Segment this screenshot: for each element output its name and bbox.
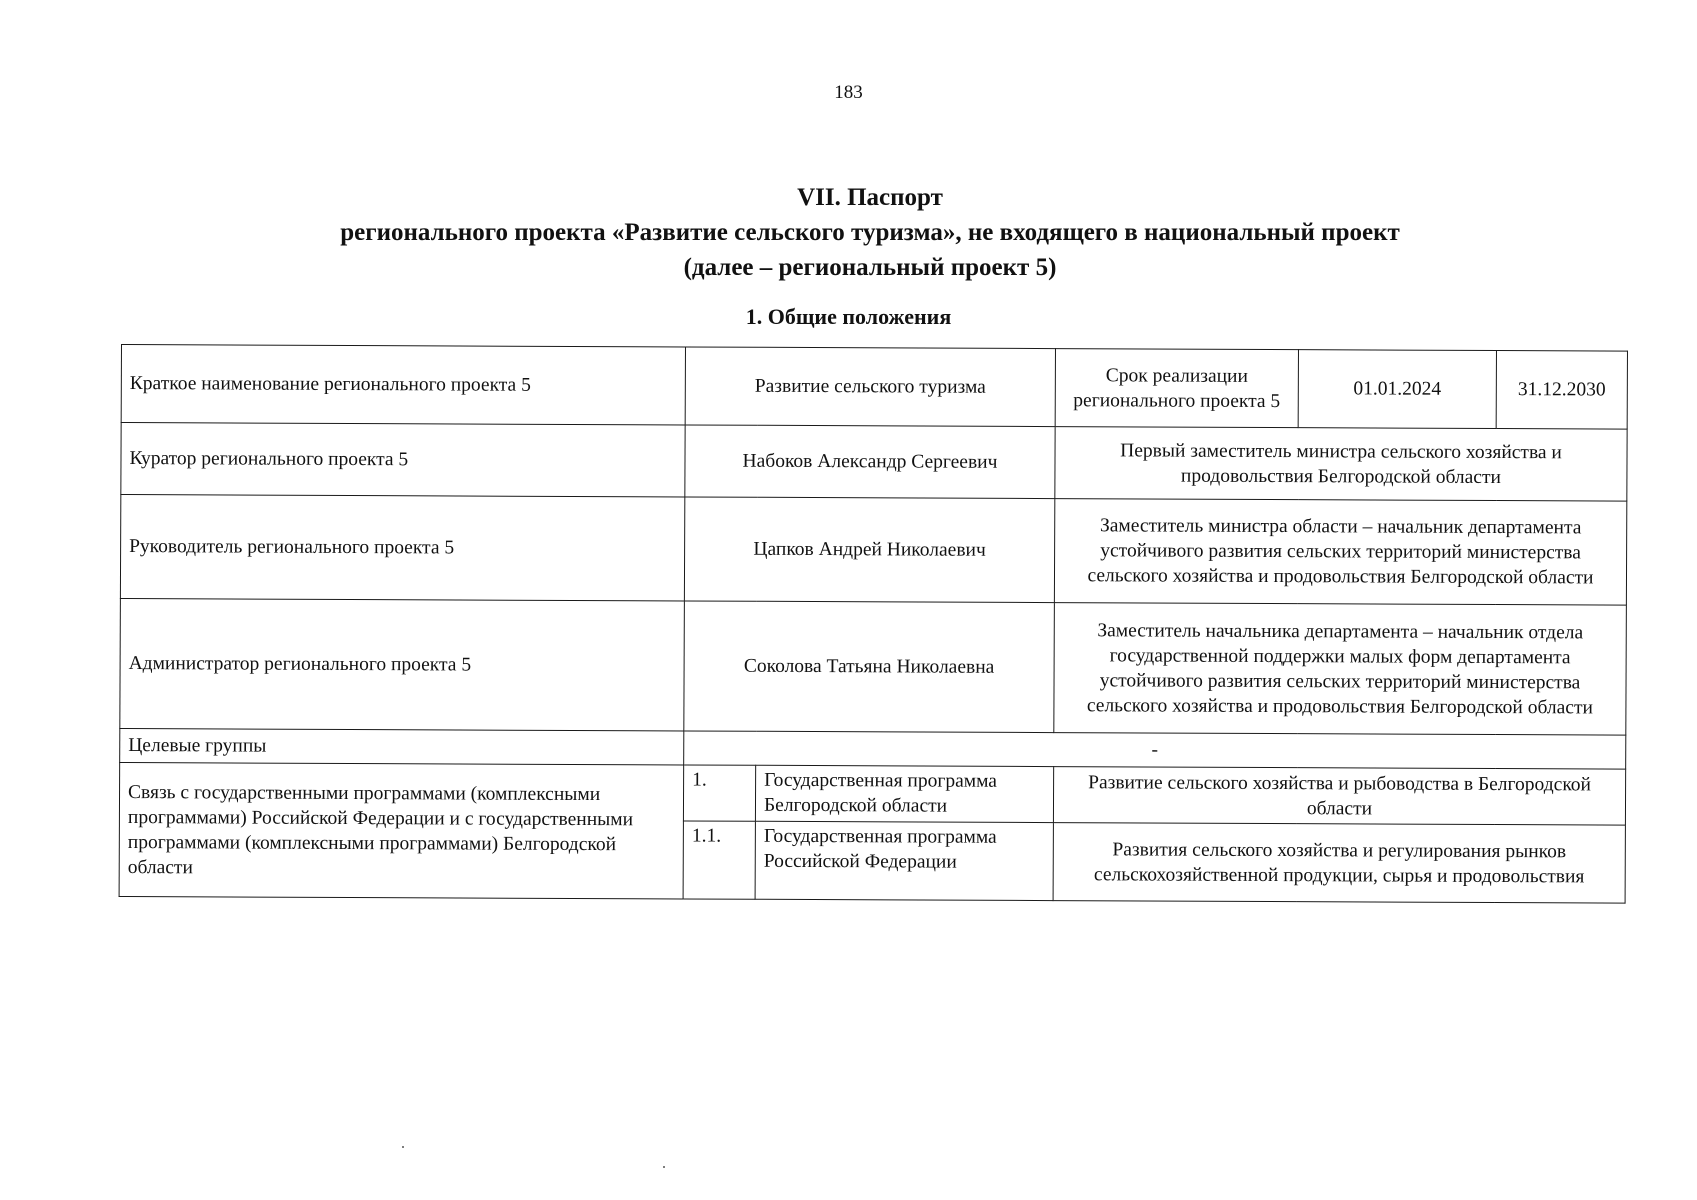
program-type: Государственная программа Белгородской области [755, 765, 1053, 822]
section-title: 1. Общие положения [745, 304, 952, 329]
program-name: Развития сельского хозяйства и регулирования рынков сельскохозяйственной продукции, сырья и продовольствия [1053, 823, 1625, 903]
administrator-position: Заместитель начальника департамента – начальник отдела государственной поддержки малых форм департамента устойчивого развития сельских территорий министерства сельского хозяйства и продовольствия Белгородской области [1054, 603, 1627, 735]
table-row-program-1 [119, 762, 1625, 825]
page-number: 183 [834, 82, 863, 103]
period-label: Срок реализации регионального проекта 5 [1055, 349, 1298, 428]
curator-position: Первый заместитель министра сельского хозяйства и продовольствия Белгородской области [1055, 427, 1627, 501]
document-title [150, 180, 1590, 285]
administrator-name: Соколова Татьяна Николаевна [684, 601, 1055, 733]
program-number: 1.1. [683, 821, 755, 899]
title-line-3: (далее – региональный проект 5) [683, 254, 1057, 281]
leader-name: Цапков Андрей Николаевич [684, 497, 1054, 603]
short-name-label: Краткое наименование регионального проекта 5 [121, 345, 685, 425]
program-number: 1. [683, 765, 755, 821]
curator-label: Куратор регионального проекта 5 [121, 423, 685, 497]
program-type: Государственная программа Российской Федерации [755, 821, 1053, 900]
leader-label: Руководитель регионального проекта 5 [120, 495, 684, 601]
end-date: 31.12.2030 [1496, 351, 1627, 430]
title-line-1: VII. Паспорт [797, 184, 943, 211]
curator-name: Набоков Александр Сергеевич [685, 425, 1055, 499]
short-name-value: Развитие сельского туризма [685, 347, 1055, 427]
leader-position: Заместитель министра области – начальник департамента устойчивого развития сельских территорий министерства сельского хозяйства и продовольствия Белгородской области [1054, 499, 1626, 605]
program-name: Развитие сельского хозяйства и рыбоводства в Белгородской области [1053, 767, 1625, 825]
administrator-label: Администратор регионального проекта 5 [120, 598, 685, 730]
target-groups-label: Целевые группы [120, 728, 684, 764]
passport-table [119, 344, 1628, 904]
programs-label: Связь с государственными программами (комплексными программами) Российской Федерации и с государственными программами (комплексными программами) Белгородской области [119, 762, 684, 898]
table-row-short-name [121, 345, 1627, 430]
start-date: 01.01.2024 [1298, 350, 1496, 429]
title-line-2: регионального проекта «Развитие сельского туризма», не входящего в национальный проект [340, 219, 1400, 246]
target-groups-value: - [684, 731, 1626, 769]
table-row-leader [120, 495, 1626, 606]
table-row-curator [121, 423, 1627, 502]
table-row-administrator [120, 598, 1627, 735]
